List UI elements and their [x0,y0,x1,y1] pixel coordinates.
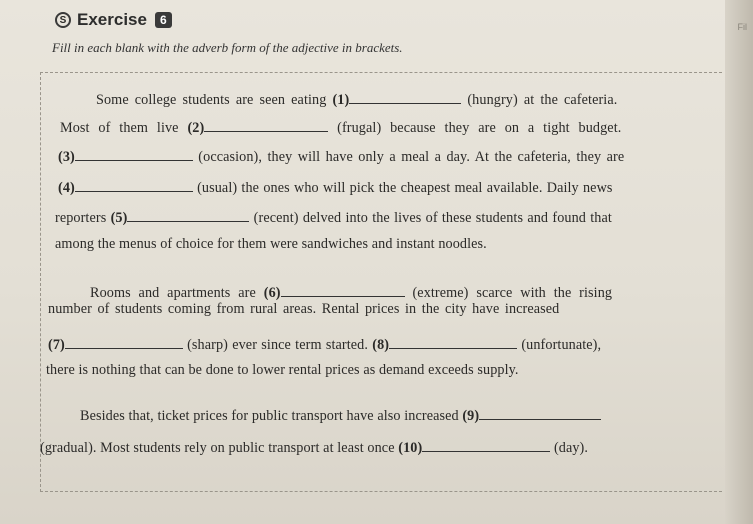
blank-5[interactable] [127,208,249,222]
page-edge [725,0,753,524]
line-text: (extreme) scarce with the rising [412,285,613,301]
line-text: (frugal) because they are on a tight budget. [337,120,622,136]
line-text: (usual) the ones who will pick the cheapest meal available. Daily news [197,180,613,196]
line-text: there is nothing that can be done to lower rental prices as demand exceeds supply. [46,362,519,378]
blank-10[interactable] [422,438,550,452]
blank-number: (4) [58,180,75,196]
passage-line [48,335,601,354]
side-mark: Fil [737,22,747,32]
blank-number: (7) [48,337,65,353]
passage-line [96,90,617,109]
blank-number: (6) [263,285,281,301]
exercise-number-badge: 6 [155,12,172,28]
exercise-title: Exercise [77,10,147,29]
blank-7[interactable] [65,335,183,349]
line-text: (recent) delved into the lives of these students and found that [253,210,612,226]
blank-2[interactable] [204,118,328,132]
instruction-text: Fill in each blank with the adverb form of the adjective in brackets. [52,40,403,55]
exercise-icon: S [55,12,71,28]
line-text: Some college students are seen eating [96,92,327,108]
passage-line [40,438,588,457]
passage-line [58,178,613,197]
line-text: (sharp) ever since term started. [187,337,368,353]
line-text: (day). [553,440,589,456]
line-text: (unfortunate), [521,337,602,353]
line-text: (gradual). Most students rely on public transport at least once [40,440,395,456]
blank-number: (9) [462,408,480,424]
passage-line [48,301,559,318]
blank-number: (10) [398,440,423,456]
blank-4[interactable] [75,178,193,192]
blank-1[interactable] [349,90,461,104]
blank-number: (1) [332,92,350,108]
blank-6[interactable] [281,283,405,297]
exercise-header [55,10,172,30]
blank-number: (5) [110,210,128,226]
passage-line [60,118,621,137]
line-text: Most of them live [60,120,179,136]
line-text: (occasion), they will have only a meal a day. At the cafeteria, they are [198,149,625,165]
line-text: (hungry) at the cafeteria. [467,92,618,108]
passage-line [55,236,487,253]
blank-8[interactable] [389,335,517,349]
line-text: among the menus of choice for them were sandwiches and instant noodles. [55,236,487,252]
passage-line [90,283,612,302]
passage-line [46,362,519,379]
passage-line [55,208,612,227]
line-text: number of students coming from rural areas. Rental prices in the city have increased [48,301,560,317]
blank-number: (8) [372,337,390,353]
blank-number: (3) [58,149,75,165]
blank-3[interactable] [75,147,193,161]
line-text: Rooms and apartments are [90,285,256,301]
passage-line [80,406,601,425]
blank-9[interactable] [479,406,601,420]
line-text: Besides that, ticket prices for public transport have also increased [80,408,459,424]
passage-line [58,147,624,166]
blank-number: (2) [187,120,205,136]
line-text: reporters [55,210,107,226]
